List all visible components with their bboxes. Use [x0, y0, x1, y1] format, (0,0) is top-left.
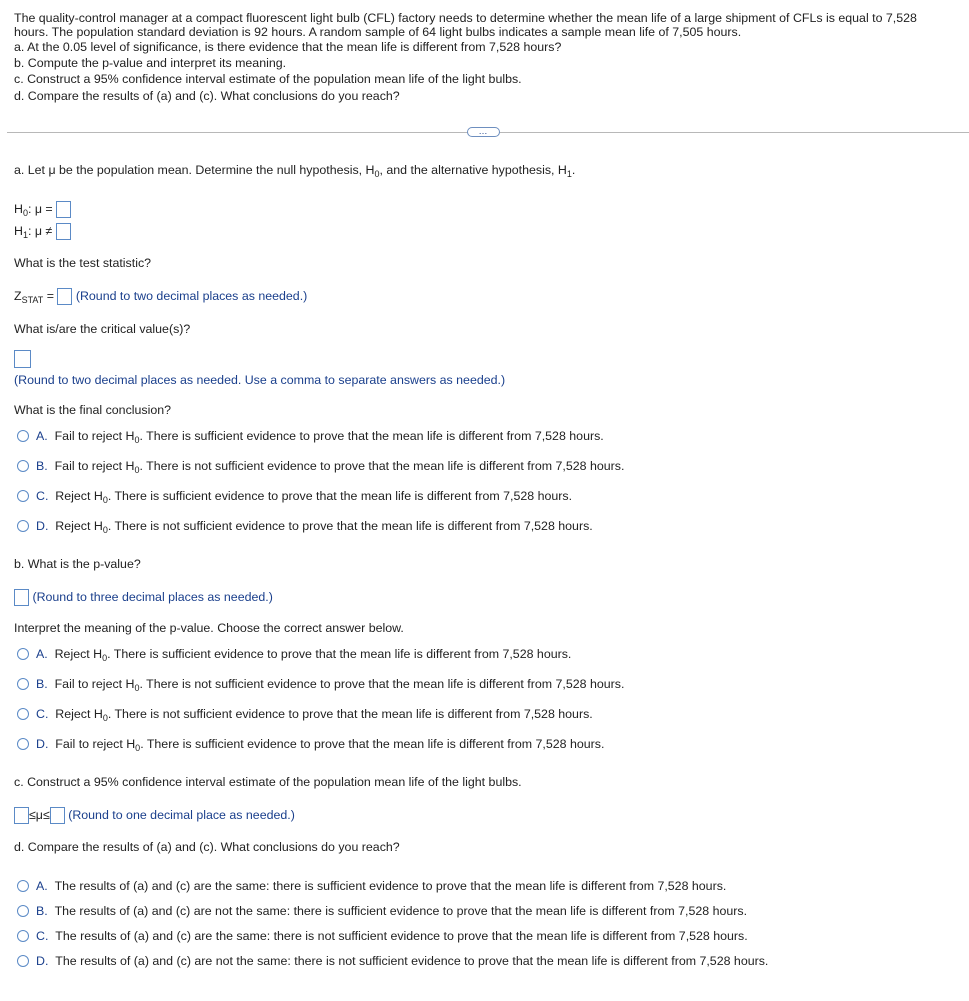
p-value-round-hint: (Round to three decimal places as needed.) — [32, 590, 273, 604]
ci-inequality: ≤μ≤ — [29, 808, 50, 822]
problem-part-b: b. Compute the p-value and interpret its meaning. — [14, 56, 287, 70]
critical-value-hint: (Round to two decimal places as needed. Use a comma to separate answers as needed.) — [14, 373, 506, 387]
problem-part-d: d. Compare the results of (a) and (c). What conclusions do you reach? — [14, 89, 400, 103]
ci-upper-input[interactable] — [50, 807, 65, 824]
more-button[interactable]: … — [467, 127, 500, 137]
test-statistic-question: What is the test statistic? — [14, 256, 152, 270]
part-a-option-d[interactable]: D. Reject $H_0$. There is not sufficient evidence to prove that the mean life is different from 7,528 hours. — [36, 519, 593, 535]
part-a-option-b[interactable]: B. Fail to reject $H_0$. There is not sufficient evidence to prove that the mean life is different from 7,528 hours. — [36, 459, 625, 475]
part-b-prompt: b. What is the p-value? — [14, 557, 141, 571]
part-c-prompt: c. Construct a 95% confidence interval estimate of the population mean life of the light bulbs. — [14, 775, 522, 789]
part-b-option-c-radio[interactable] — [17, 708, 29, 720]
problem-line-1: The quality-control manager at a compact fluorescent light bulb (CFL) factory needs to determine whether the mean life of a large shipment of CFLs is equal to 7,528 — [14, 11, 917, 25]
critical-value-input[interactable] — [14, 350, 31, 368]
zstat-input[interactable] — [57, 288, 72, 305]
part-d-option-b[interactable]: B. The results of (a) and (c) are not the same: there is sufficient evidence to prove that the mean life is different from 7,528 hours. — [36, 904, 748, 918]
critical-value-question: What is/are the critical value(s)? — [14, 322, 191, 336]
problem-part-a: a. At the 0.05 level of significance, is there evidence that the mean life is different from 7,528 hours? — [14, 40, 562, 54]
alt-hypothesis-input[interactable] — [56, 223, 71, 240]
part-a-prompt: a. Let μ be the population mean. Determine the null hypothesis, $H_0$, and the alternative hypothesis, $H_1$. — [14, 163, 576, 179]
part-d-option-a-radio[interactable] — [17, 880, 29, 892]
part-d-option-a[interactable]: A. The results of (a) and (c) are the same: there is sufficient evidence to prove that the mean life is different from 7,528 hours. — [36, 879, 727, 893]
confidence-interval-row — [14, 807, 295, 824]
null-hypothesis-input[interactable] — [56, 201, 71, 218]
null-hypothesis-row: $H_0$: μ = — [14, 201, 71, 218]
part-b-option-b[interactable]: B. Fail to reject $H_0$. There is not sufficient evidence to prove that the mean life is different from 7,528 hours. — [36, 677, 625, 693]
part-d-option-c-radio[interactable] — [17, 930, 29, 942]
part-a-option-a[interactable]: A. Fail to reject $H_0$. There is sufficient evidence to prove that the mean life is different from 7,528 hours. — [36, 429, 604, 445]
part-b-option-a[interactable]: A. Reject $H_0$. There is sufficient evidence to prove that the mean life is different from 7,528 hours. — [36, 647, 572, 663]
alt-hypothesis-row: $H_1$: μ ≠ — [14, 223, 71, 240]
ci-lower-input[interactable] — [14, 807, 29, 824]
part-d-option-c[interactable]: C. The results of (a) and (c) are the same: there is not sufficient evidence to prove that the mean life is different from 7,528 hours. — [36, 929, 748, 943]
part-a-option-b-radio[interactable] — [17, 460, 29, 472]
part-a-option-a-radio[interactable] — [17, 430, 29, 442]
part-d-prompt: d. Compare the results of (a) and (c). What conclusions do you reach? — [14, 840, 400, 854]
part-b-option-c[interactable]: C. Reject $H_0$. There is not sufficient evidence to prove that the mean life is different from 7,528 hours. — [36, 707, 593, 723]
part-a-option-d-radio[interactable] — [17, 520, 29, 532]
final-conclusion-question: What is the final conclusion? — [14, 403, 172, 417]
problem-part-c: c. Construct a 95% confidence interval estimate of the population mean life of the light bulbs. — [14, 72, 522, 86]
p-value-row — [14, 589, 273, 606]
part-a-option-c[interactable]: C. Reject $H_0$. There is sufficient evidence to prove that the mean life is different from 7,528 hours. — [36, 489, 573, 505]
part-b-option-d[interactable]: D. Fail to reject $H_0$. There is sufficient evidence to prove that the mean life is different from 7,528 hours. — [36, 737, 605, 753]
part-b-option-a-radio[interactable] — [17, 648, 29, 660]
critical-value-row — [14, 350, 31, 368]
zstat-row: $Z_{STAT}$ = (Round to two decimal places as needed.) — [14, 289, 308, 305]
problem-line-2: hours. The population standard deviation is 92 hours. A random sample of 64 light bulbs indicates a sample mean life of 7,505 hours. — [14, 25, 742, 39]
part-d-option-b-radio[interactable] — [17, 905, 29, 917]
p-value-input[interactable] — [14, 589, 29, 606]
p-value-interpret-question: Interpret the meaning of the p-value. Choose the correct answer below. — [14, 621, 404, 635]
part-b-option-d-radio[interactable] — [17, 738, 29, 750]
part-a-option-c-radio[interactable] — [17, 490, 29, 502]
ci-round-hint: (Round to one decimal place as needed.) — [68, 808, 295, 822]
part-d-option-d[interactable]: D. The results of (a) and (c) are not the same: there is not sufficient evidence to prove that the mean life is different from 7,528 hours. — [36, 954, 769, 968]
part-b-option-b-radio[interactable] — [17, 678, 29, 690]
zstat-round-hint: (Round to two decimal places as needed.) — [75, 289, 308, 303]
part-d-option-d-radio[interactable] — [17, 955, 29, 967]
